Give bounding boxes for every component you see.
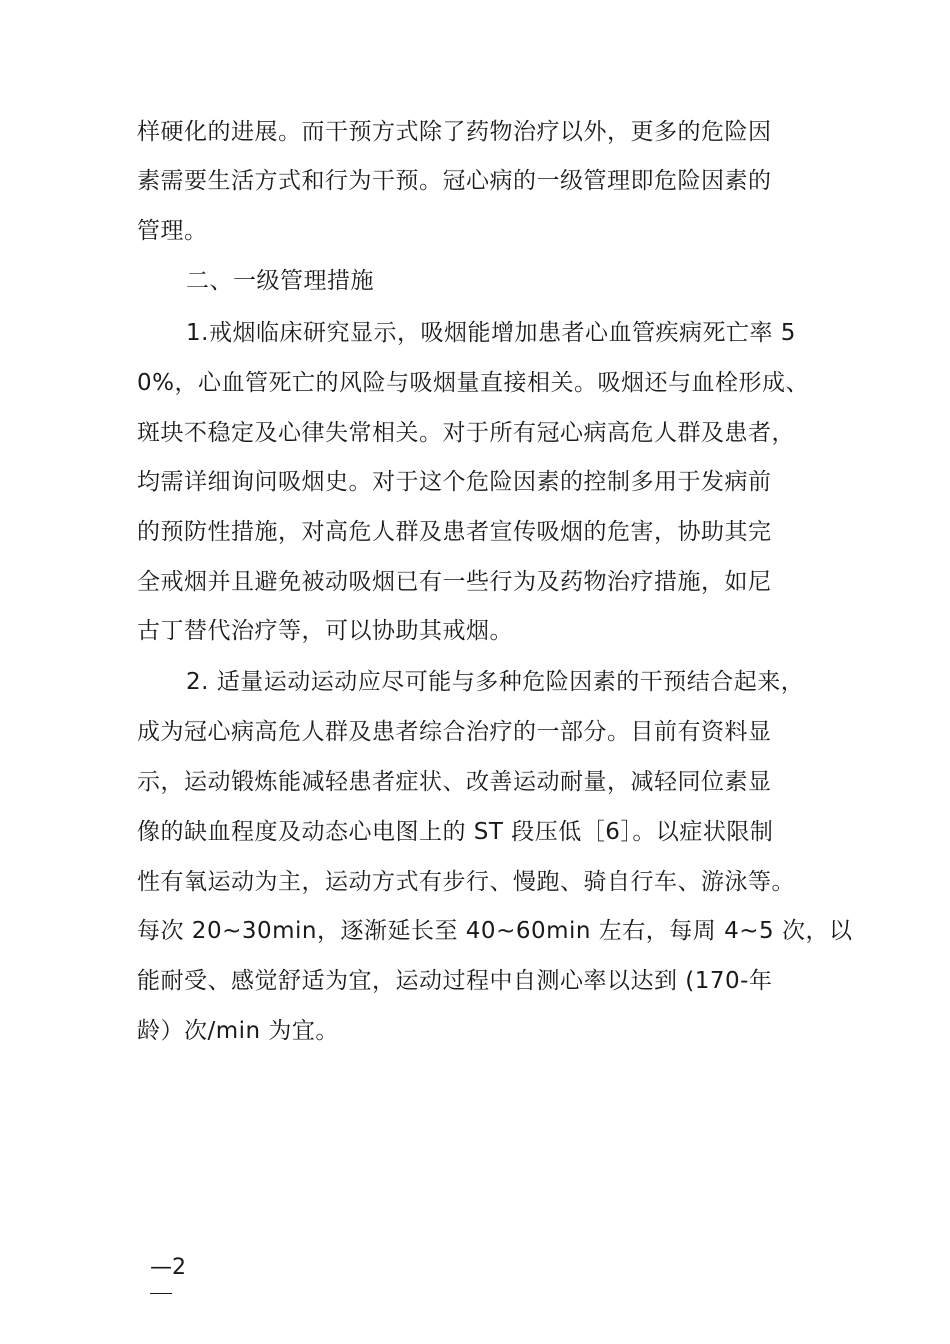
text-line: 古丁替代治疗等，可以协助其戒烟。 [137,618,513,644]
text-line: 均需详细询问吸烟史。对于这个危险因素的控制多用于发病前 [137,469,772,495]
text-line: 1.戒烟临床研究显示，吸烟能增加患者心血管疾病死亡率 5 [186,320,796,346]
text-line: 斑块不稳定及心律失常相关。对于所有冠心病高危人群及患者， [137,420,795,446]
text-line: 像的缺血程度及动态心电图上的 ST 段压低［6］。以症状限制 [137,819,774,845]
text-line: 的预防性措施，对高危人群及患者宣传吸烟的危害，协助其完 [137,519,772,545]
page-number-underline [150,1293,172,1294]
text-line: 样硬化的进展。而干预方式除了药物治疗以外，更多的危险因 [137,119,772,145]
section-heading: 二、一级管理措施 [186,268,374,294]
text-line: 龄）次/min 为宜。 [137,1018,339,1044]
text-line: 每次 20~30min，逐渐延长至 40~60min 左右，每周 4~5 次，以 [137,918,853,944]
text-line: 全戒烟并且避免被动吸烟已有一些行为及药物治疗措施，如尼 [137,569,772,595]
text-line: 能耐受、感觉舒适为宜，运动过程中自测心率以达到 (170-年 [137,968,773,994]
text-line: 素需要生活方式和行为干预。冠心病的一级管理即危险因素的 [137,168,772,194]
text-line: 2. 适量运动运动应尽可能与多种危险因素的干预结合起来， [186,669,805,695]
text-line: 0%，心血管死亡的风险与吸烟量直接相关。吸烟还与血栓形成、 [137,370,809,396]
text-line: 示，运动锻炼能减轻患者症状、改善运动耐量，减轻同位素显 [137,769,772,795]
text-line: 性有氧运动为主，运动方式有步行、慢跑、骑自行车、游泳等。 [137,869,795,895]
text-line: 成为冠心病高危人群及患者综合治疗的一部分。目前有资料显 [137,719,772,745]
page-number: —2 [150,1255,186,1280]
text-line: 管理。 [137,218,208,244]
